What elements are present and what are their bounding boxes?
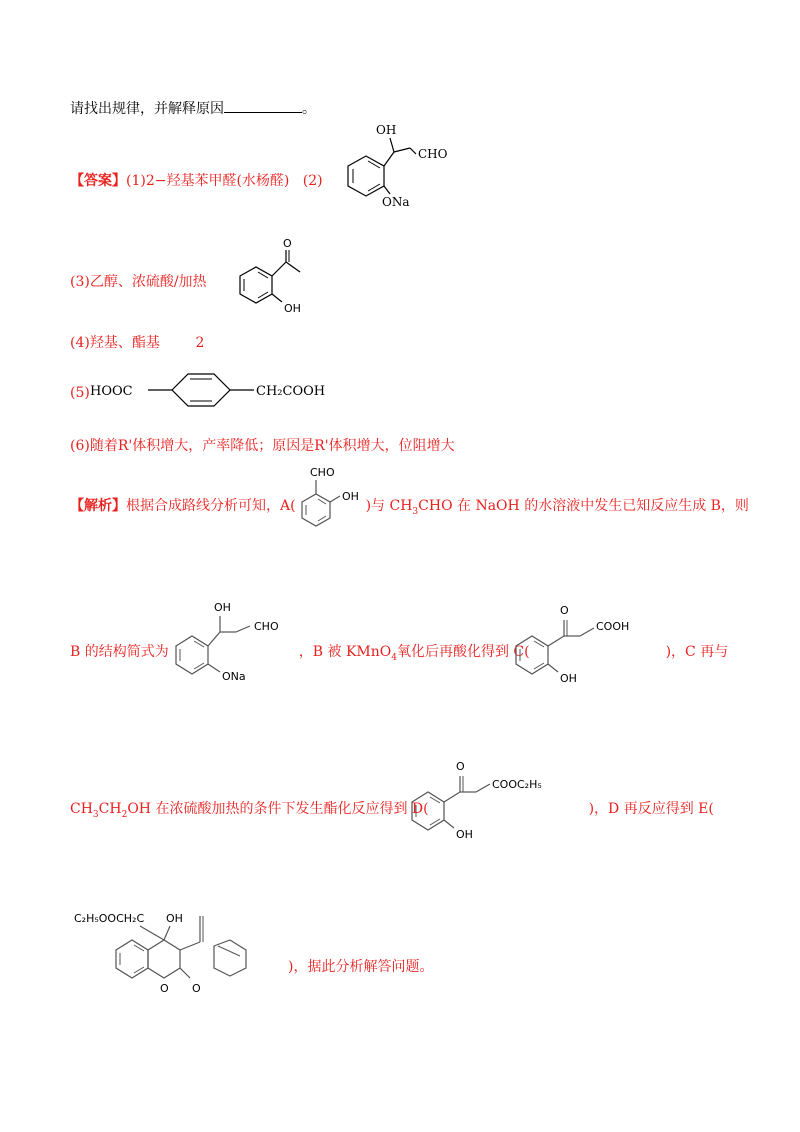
mol-b-oh: OH bbox=[214, 601, 231, 614]
mol-b-answer-cho: CHO bbox=[418, 147, 448, 161]
analysis-2d: 氧化后再酸化得到 C( bbox=[396, 644, 530, 660]
mol-e-oh: OH bbox=[166, 912, 183, 925]
analysis-tag: 【解析】 bbox=[70, 498, 126, 514]
answer-line-4 bbox=[70, 334, 204, 352]
mol-e-o2: O bbox=[192, 982, 201, 995]
mol-c-oh: OH bbox=[560, 672, 577, 685]
analysis-line-4 bbox=[288, 958, 433, 976]
mol-3-o: O bbox=[283, 237, 292, 250]
mol-e-o1: O bbox=[160, 982, 169, 995]
analysis-3f: )，D 再反应得到 E( bbox=[588, 801, 714, 817]
analysis-1b: )与 CH bbox=[365, 498, 413, 514]
analysis-line-3 bbox=[70, 800, 714, 818]
molecule-c bbox=[506, 596, 646, 686]
molecule-3-answer bbox=[228, 232, 328, 316]
analysis-3d: 2 bbox=[121, 809, 128, 820]
answer-tag: 【答案】 bbox=[70, 173, 126, 189]
answer-part-6: (6)随着R'体积增大，产率降低；原因是R'体积增大，位阻增大 bbox=[70, 438, 455, 454]
mol-5-right: CH₂COOH bbox=[256, 384, 326, 399]
mol-d-ester: COOC₂H₅ bbox=[492, 778, 542, 791]
molecule-b-answer bbox=[318, 118, 458, 210]
mol-d-oh: OH bbox=[456, 828, 473, 841]
molecule-5-answer bbox=[86, 358, 346, 418]
analysis-1a: 根据合成路线分析可知，A( bbox=[126, 498, 296, 514]
molecule-d bbox=[402, 752, 572, 842]
analysis-3a: CH bbox=[70, 801, 93, 817]
answer-part-2: (2) bbox=[302, 173, 323, 189]
analysis-4: )，据此分析解答问题。 bbox=[288, 959, 434, 975]
analysis-3e: OH 在浓硫酸加热的条件下发生酯化反应得到 D( bbox=[127, 801, 429, 817]
answer-blank bbox=[224, 100, 302, 113]
answer-line-3 bbox=[70, 273, 207, 291]
analysis-2c: 4 bbox=[391, 652, 397, 663]
answer-part-1: (1)2−羟基苯甲醛(水杨醛) bbox=[126, 173, 290, 189]
mol-d-o: O bbox=[456, 760, 465, 773]
analysis-3b: 3 bbox=[92, 809, 99, 820]
answer-part-4: (4)羟基、酯基 bbox=[70, 335, 160, 351]
answer-part-4-num: 2 bbox=[195, 335, 205, 351]
molecule-a bbox=[296, 462, 376, 532]
analysis-2a: B 的结构简式为 bbox=[70, 644, 169, 660]
mol-3-oh: OH bbox=[284, 302, 301, 315]
question-line bbox=[70, 100, 316, 118]
answer-line-6 bbox=[70, 437, 455, 455]
molecule-e bbox=[70, 906, 290, 1006]
analysis-2b: ，B 被 KMnO bbox=[298, 644, 392, 660]
analysis-line-1 bbox=[70, 497, 749, 515]
question-text: 请找出规律，并解释原因 bbox=[70, 101, 224, 117]
molecule-b bbox=[170, 596, 300, 686]
mol-c-o: O bbox=[560, 604, 569, 617]
answer-line-1 bbox=[70, 172, 323, 190]
answer-part-5: (5) bbox=[70, 385, 90, 401]
mol-b-answer-ona: ONa bbox=[382, 195, 410, 209]
question-end: 。 bbox=[302, 101, 316, 117]
mol-b-cho: CHO bbox=[254, 620, 279, 633]
mol-b-answer-oh: OH bbox=[376, 123, 397, 137]
analysis-1d: CHO 在 NaOH 的水溶液中发生已知反应生成 B，则 bbox=[418, 498, 749, 514]
mol-a-cho: CHO bbox=[310, 466, 335, 479]
mol-c-cooh: COOH bbox=[596, 620, 630, 633]
analysis-3c: CH bbox=[98, 801, 122, 817]
mol-5-left: HOOC bbox=[90, 384, 133, 399]
answer-part-3: (3)乙醇、浓硫酸/加热 bbox=[70, 274, 207, 290]
analysis-1c: 3 bbox=[412, 506, 419, 517]
mol-a-oh: OH bbox=[342, 490, 359, 503]
mol-b-ona: ONa bbox=[222, 670, 246, 683]
mol-e-sub: C₂H₅OOCH₂C bbox=[74, 912, 145, 925]
analysis-2e: )，C 再与 bbox=[665, 644, 729, 660]
